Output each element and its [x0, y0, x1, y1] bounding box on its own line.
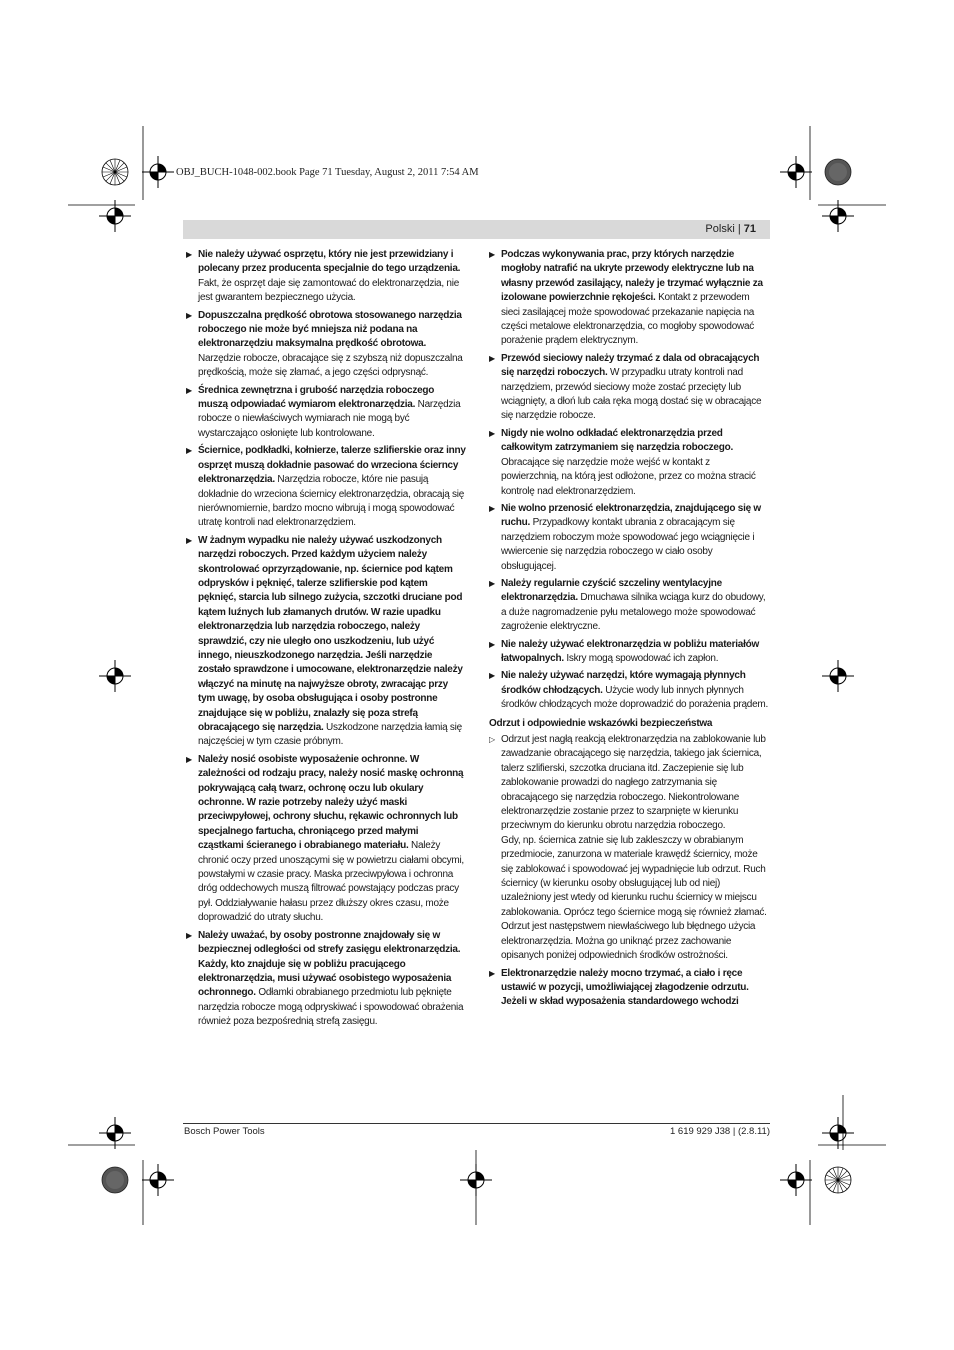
item-bold: Ściernice, podkładki, kołnierze, talerze szlifierskie oraz inny osprzęt muszą dokładnie pasować do wrzeciona ścierncy elektronarzędzia.	[198, 445, 466, 486]
item-text: Należy chronić oczy przed unoszącymi się w powietrzu ciałami obcymi, powstałymi w czasie pracy. Maska przeciwpyłowa i ochronna dróg oddechowych muszą filtrować powstający podczas pracy pył. Oddziaływanie hałasu przez dłuższy okres czasu, może doprowadzić do utraty słuchu.	[198, 840, 464, 924]
bullet-arrow-icon: ▶	[186, 754, 192, 764]
item-bold: Nie należy używać elektronarzędzia w pobliżu materiałów łatwopalnych.	[501, 638, 759, 664]
bullet-arrow-icon: ▶	[186, 446, 192, 456]
color-bar-starburst	[102, 159, 128, 185]
item-text: Iskry mogą spowodować ich zapłon.	[563, 652, 719, 664]
bullet-arrow-icon: ▶	[489, 250, 495, 259]
item-text: Obracające się narzędzie może wejść w kontakt z powierzchnią, na którą jest odłożone, przez co można stracić kontrolę nad elektronarzędziem.	[501, 456, 756, 497]
safety-item	[186, 534, 466, 750]
item-text: Kontakt z przewodem sieci zasilającej może spowodować przekazanie napięcia na części metalowe elektronarzędzia, co mogłoby spowodować porażenie prądem elektrycznym.	[501, 292, 755, 347]
kickback-paragraph-3: Odrzut jest następstwem niewłaściwego lub błędnego użycia elektronarzędzia. Można go uniknąć przez zachowanie opisanych poniżej odpowiednich środków ostrożności.	[501, 921, 756, 962]
bullet-hollow-arrow-icon: ▷	[489, 735, 495, 744]
bullet-arrow-icon: ▶	[489, 578, 495, 588]
footer-brand: Bosch Power Tools	[184, 1126, 265, 1137]
section-heading: Odrzut i odpowiednie wskazówki bezpieczeństwa	[489, 717, 713, 729]
item-text: W przypadku utraty kontroli nad narzędziem, przewód sieciowy może zostać przecięty lub wciągnięty, a dłoń lub cała ręka mogą dostać się w obracające się narzędzie robocze.	[501, 367, 762, 422]
header-language: Polski	[705, 223, 735, 235]
item-bold: Nie wolno przenosić elektronarzędzia, znajdującego się w ruchu.	[501, 502, 761, 529]
item-bold: Średnica zewnętrzna i grubość narzędzia roboczego muszą odpowiadać wymiarom elektronarzędzia.	[198, 384, 435, 411]
left-column	[186, 248, 466, 1033]
header-separator: |	[734, 223, 744, 235]
bullet-arrow-icon: ▶	[489, 428, 495, 438]
item-bold: Należy nosić osobiste wyposażenie ochronne. W zależności od rodzaju pracy, należy nosić maskę ochronną pokrywającą całą twarz, ochronę oczu lub okulary ochronne. W razie potrzeby należy użyć maski przeciwpyłowej, ochrony słuchu, rękawic ochronnych lub specjalnego fartucha, chroniącego przed małymi cząstkami ścieranego i obrabianego materiału.	[198, 753, 464, 852]
item-text: Dmuchawa silnika wciąga kurz do obudowy, a duże nagromadzenie pyłu metalowego może spowodować zagrożenie elektryczne.	[501, 592, 766, 633]
safety-item	[186, 309, 466, 381]
item-bold: Podczas wykonywania prac, przy których narzędzie mogłoby natrafić na ukryte przewody elektryczne lub na własny przewód zasilający, należy je trzymać wyłącznie za izolowane powierzchnie rękojeści.	[501, 249, 763, 304]
bullet-arrow-icon: ▶	[186, 535, 192, 545]
safety-item	[489, 427, 769, 499]
item-bold: Należy regularnie czyścić szczeliny wentylacyjne elektronarzędzia.	[501, 577, 722, 604]
item-text: Uszkodzone narzędzia łamią się najczęściej w tym czasie próbnym.	[198, 722, 462, 748]
safety-item	[489, 502, 769, 574]
item-bold: Dopuszczalna prędkość obrotowa stosowanego narzędzia roboczego nie może być mniejsza niż podana na elektronarzędziu maksymalna prędkość obrotowa.	[198, 309, 462, 350]
bullet-arrow-icon: ▶	[186, 310, 192, 320]
page-header	[183, 220, 770, 239]
bullet-arrow-icon: ▶	[186, 250, 192, 259]
bullet-arrow-icon: ▶	[489, 639, 495, 649]
safety-item	[186, 444, 466, 530]
page-number: 71	[743, 223, 756, 235]
item-text: Użycie wody lub innych płynnych środków chłodzących może doprowadzić do porażenia prądem.	[501, 684, 769, 711]
safety-item	[489, 248, 769, 349]
safety-item	[186, 753, 466, 926]
item-bold: Nie należy używać narzędzi, które wymagają płynnych środków chłodzących.	[501, 670, 746, 696]
bullet-arrow-icon: ▶	[489, 671, 495, 681]
item-bold: Przewód sieciowy należy trzymać z dala od obracających się narzędzi roboczych.	[501, 352, 760, 379]
header-text	[705, 222, 756, 237]
safety-item	[489, 638, 769, 667]
item-text: Narzędzia robocze, które nie pasują dokładnie do wrzeciona ściernicy elektronarzędzia, obracają się nierównomiernie, bardzo mocno wibrują i mogą spowodować utratę kontroli nad elektronarzędziem.	[198, 474, 465, 529]
footer-doc-number: 1 619 929 J38 | (2.8.11)	[669, 1126, 770, 1137]
item-text: Narzędzia robocze o niewłaściwych wymiarach nie mogą być wystarczająco osłonięte lub kontrolowane.	[198, 399, 461, 439]
bullet-arrow-icon: ▶	[186, 930, 192, 940]
bullet-arrow-icon: ▶	[489, 503, 495, 513]
safety-item	[489, 967, 769, 1010]
item-text: Przypadkowy kontakt ubrania z obracającym się narzędziem roboczym może spowodować jego wciągnięcie i wwiercenie się narzędzia roboczego w ciało osoby obsługującej.	[501, 517, 755, 572]
safety-item	[186, 929, 466, 1030]
item-bold: Nie należy używać osprzętu, który nie jest przewidziany i polecany przez producenta specjalnie do tego urządzenia.	[198, 249, 461, 275]
item-bold: Należy uważać, by osoby postronne znajdowały się w bezpiecznej odległości od strefy zasięgu elektronarzędzia. Każdy, kto znajduje się w pobliżu pracującego elektronarzędzia, musi używać osobistego wyposażenia ochronnego.	[198, 929, 461, 999]
item-text: Fakt, że osprzęt daje się zamontować do elektronarzędzia, nie jest gwarantem bezpiecznego użycia.	[198, 277, 460, 304]
bullet-arrow-icon: ▶	[489, 968, 495, 978]
kickback-item	[489, 733, 769, 964]
kickback-paragraph-2: Gdy, np. ściernica zatnie się lub zakleszczy w obrabianym przedmiocie, zanurzona w materiale krawędź ściernicy, może się zablokować i spowodować jej wypadnięcie lub odrzut. Ruch ściernicy (w kierunku osoby obsługującej lub od niej) uzależniony jest wtedy od kierunku ruchu ściernicy w miejscu zablokowania. Oprócz tego ściernice mogą się również złamać.	[501, 834, 767, 918]
bullet-arrow-icon: ▶	[489, 353, 495, 363]
safety-item	[489, 352, 769, 424]
print-slug: OBJ_BUCH-1048-002.book Page 71 Tuesday, August 2, 2011 7:54 AM	[176, 167, 479, 178]
footer-rule	[183, 1123, 770, 1124]
item-bold: W żadnym wypadku nie należy używać uszkodzonych narzędzi roboczych. Przed każdym użyciem należy skontrolować oprzyrządowanie, np. ściernice pod kątem odprysków i pęknięć, talerze szlifierskie pod kątem pęknięć, starcia lub silnego zużycia, szczotki druciane pod kątem luźnych lub złamanych drutów. W razie upadku elektronarzędzia lub narzędzia roboczego, należy sprawdzić, czy nie uległo ono uszkodzeniu, lub użyć innego, nieuszkodzonego narzędzia. Jeśli narzędzie zostało sprawdzone i umocowane, elektronarzędzie należy włączyć na minutę na najwyższe obroty, zwracając przy tym uwagę, by osoba obsługująca i osoby postronne znajdujące się w pobliżu, znalazły się poza strefą obracającego się narzędzia.	[198, 534, 463, 733]
item-text: Odłamki obrabianego przedmiotu lub pęknięte narzędzia robocze mogą odpryskiwać i spowodować obrażenia również poza bezpośrednią strefą zasięgu.	[198, 987, 464, 1028]
safety-item	[489, 577, 769, 635]
item-text: Narzędzie robocze, obracające się z szybszą niż dopuszczalna prędkością, może się złamać, a jego części odprysnąć.	[198, 352, 463, 379]
right-column	[489, 248, 769, 1013]
safety-item	[186, 248, 466, 306]
kickback-paragraph-1: Odrzut jest nagłą reakcją elektronarzędzia na zablokowanie lub zawadzanie obracającego się narzędzia, takiego jak ściernica, talerz szlifierski, szczotka druciana itd. Zaczepienie się lub zablokowanie prowadzi do nagłego zatrzymania się obracającego się narzędzia roboczego. Niekontrolowane elektronarzędzie zostanie przez to szarpnięte w kierunku przeciwnym do kierunku obrotu narzędzia roboczego.	[501, 734, 766, 832]
item-bold: Nigdy nie wolno odkładać elektronarzędzia przed całkowitym zatrzymaniem się narzędzia roboczego.	[501, 427, 733, 454]
safety-item	[186, 384, 466, 442]
bullet-arrow-icon: ▶	[186, 385, 192, 395]
safety-item	[489, 669, 769, 712]
item-bold: Elektronarzędzie należy mocno trzymać, a ciało i ręce ustawić w pozycji, umożliwiającej złagodzenie odrzutu. Jeżeli w skład wyposażenia standardowego wchodzi	[501, 967, 749, 1008]
